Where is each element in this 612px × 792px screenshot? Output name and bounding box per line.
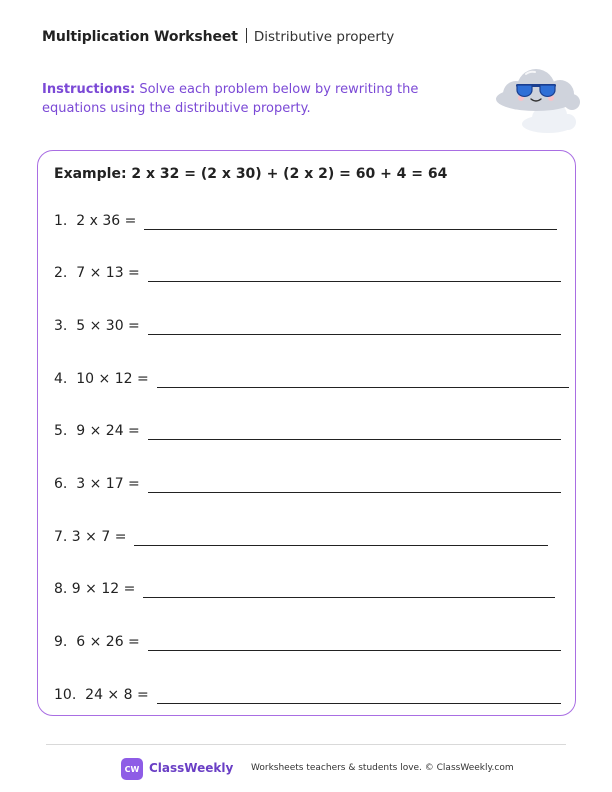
problem-3-answer-line[interactable] bbox=[148, 334, 561, 335]
footer-tagline: Worksheets teachers & students love. © ClassWeekly.com bbox=[251, 763, 514, 773]
problem-6-answer-line[interactable] bbox=[148, 492, 561, 493]
problem-1-prompt: 1. 2 x 36 = bbox=[54, 213, 137, 229]
problem-2-answer-line[interactable] bbox=[148, 281, 561, 282]
worksheet-subtitle: Distributive property bbox=[253, 29, 395, 45]
problem-2-prompt: 2. 7 × 13 = bbox=[54, 265, 140, 281]
problem-5-answer-line[interactable] bbox=[148, 439, 561, 440]
instructions bbox=[42, 80, 472, 118]
problem-2 bbox=[54, 262, 561, 284]
problem-6-prompt: 6. 3 × 17 = bbox=[54, 476, 140, 492]
classweekly-logo-icon: CW bbox=[121, 758, 143, 780]
problem-9-prompt: 9. 6 × 26 = bbox=[54, 634, 140, 650]
brand-name: ClassWeekly bbox=[149, 761, 234, 775]
problem-10-prompt: 10. 24 × 8 = bbox=[54, 687, 149, 703]
problem-3-prompt: 3. 5 × 30 = bbox=[54, 318, 140, 334]
problem-4-prompt: 4. 10 × 12 = bbox=[54, 371, 149, 387]
cloud-with-sunglasses-icon bbox=[490, 66, 586, 138]
problem-5-prompt: 5. 9 × 24 = bbox=[54, 423, 140, 439]
footer bbox=[0, 758, 612, 780]
problem-4-answer-line[interactable] bbox=[157, 387, 569, 388]
problem-5 bbox=[54, 420, 561, 442]
instructions-label: Instructions: bbox=[42, 82, 136, 97]
problem-8 bbox=[54, 578, 555, 600]
problem-10-answer-line[interactable] bbox=[157, 703, 561, 704]
problem-1-answer-line[interactable] bbox=[144, 229, 557, 230]
footer-divider bbox=[46, 744, 566, 745]
instructions-text: Solve each problem below by rewriting the equations using the distributive property. bbox=[42, 82, 419, 116]
problem-7-prompt: 7. 3 × 7 = bbox=[54, 529, 127, 545]
problem-10 bbox=[54, 684, 561, 706]
worksheet-title: Multiplication Worksheet bbox=[42, 29, 238, 45]
problem-7 bbox=[54, 526, 548, 548]
worksheet-header bbox=[42, 28, 394, 45]
problem-9 bbox=[54, 631, 561, 653]
problem-4 bbox=[54, 368, 569, 390]
problem-3 bbox=[54, 315, 561, 337]
problem-7-answer-line[interactable] bbox=[134, 545, 548, 546]
problem-1 bbox=[54, 210, 557, 232]
problem-8-prompt: 8. 9 × 12 = bbox=[54, 581, 136, 597]
problem-8-answer-line[interactable] bbox=[143, 597, 555, 598]
example-equation: Example: 2 x 32 = (2 x 30) + (2 x 2) = 60 + 4 = 64 bbox=[54, 166, 448, 182]
problem-6 bbox=[54, 473, 561, 495]
problem-9-answer-line[interactable] bbox=[148, 650, 561, 651]
title-separator bbox=[246, 28, 247, 43]
